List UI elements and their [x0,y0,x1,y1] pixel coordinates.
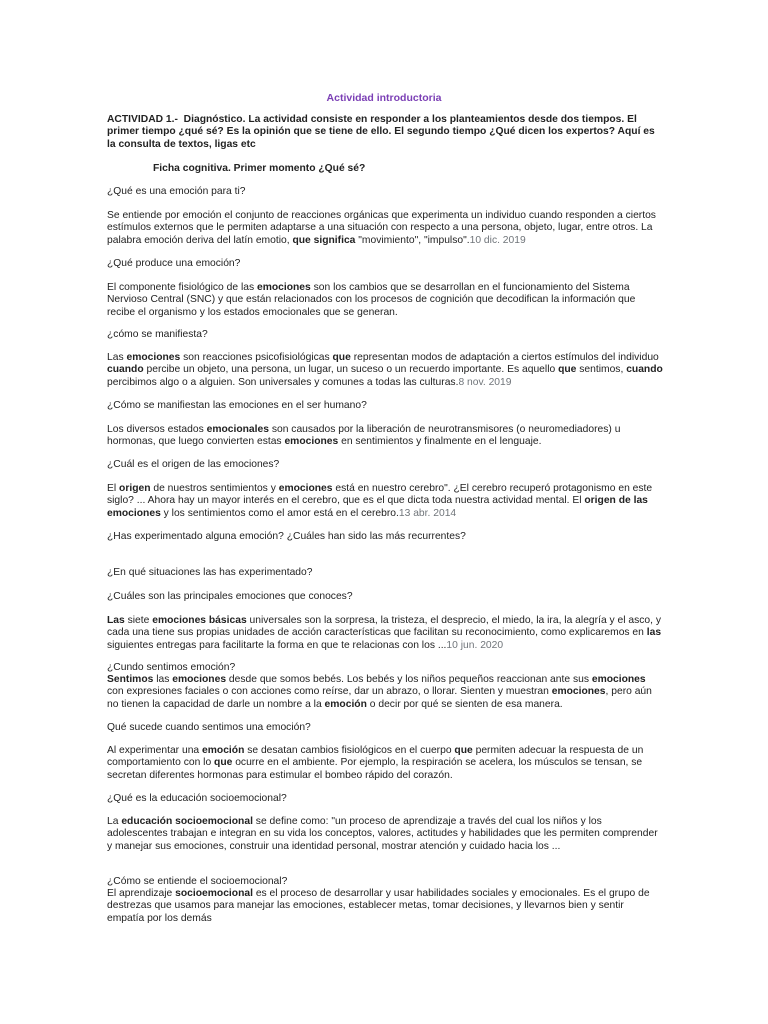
section-subtitle: Ficha cognitiva. Primer momento ¿Qué sé? [153,163,366,174]
answer-4: Los diversos estados emocionales son causados por la liberación de neurotransmisores (o neuromediadores) u hormonas, que luego convierten estas emociones en sentimientos y finalmente en el lenguaje. [107,424,621,448]
question-10: Qué sucede cuando sentimos una emoción? [107,722,311,733]
question-8: ¿Cuáles son las principales emociones que conoces? [107,591,353,602]
answer-10: Al experimentar una emoción se desatan cambios fisiológicos en el cuerpo que permiten adecuar la respuesta de un comportamiento con lo que ocurre en el ambiente. Por ejemplo, la respiración se acelera, los músculos se tensan, se secretan diferentes hormonas para estimular el bombeo rápido del corazón. [107,745,644,781]
answer-date: 13 abr. 2014 [398,507,457,519]
answer-9: Sentimos las emociones desde que somos bebés. Los bebés y los niños pequeños reaccionan ante sus emociones con expresiones faciales o con acciones como reírse, dar un abrazo, o llorar. Sienten y muestran emociones, pero aún no tienen la capacidad de darle un nombre a la emoción o decir por qué se sienten de esa manera. [107,674,652,710]
activity-text: Diagnóstico. La actividad consiste en responder a los planteamientos desde dos tiempos. El primer tiempo ¿qué sé? Es la opinión que se tiene de ello. El segundo tiempo ¿Qué dicen los expertos? Aquí es la consulta de textos, ligas etc [107,114,655,150]
answer-date: 8 nov. 2019 [458,376,512,388]
answer-2: El componente fisiológico de las emociones son los cambios que se desarrollan en el funcionamiento del Sistema Nervioso Central (SNC) y que están relacionados con los procesos de cognición que decodifican la información que recibe el organismo y los estados emocionales que se generan. [107,282,636,318]
answer-1: Se entiende por emoción el conjunto de reacciones orgánicas que experimenta un individuo cuando responden a ciertos estímulos externos que le permiten adaptarse a una situación con respecto a una persona, objeto, lugar, entre otros. La palabra emoción deriva del latín emotio, que significa "movimiento", "impulso".10 dic. 2019 [107,210,656,246]
answer-11: La educación socioemocional se define como: "un proceso de aprendizaje a través del cual los niños y los adolescentes trabajan e integran en su vida los conceptos, valores, actitudes y habilidades que les permiten comprender y manejar sus emociones, construir una identidad personal, mostrar atención y cuidado hacia los ... [107,816,658,852]
question-7: ¿En qué situaciones las has experimentado? [107,567,313,578]
page-title: Actividad introductoria [326,92,442,104]
question-11: ¿Qué es la educación socioemocional? [107,793,287,804]
answer-date: 10 jun. 2020 [446,639,504,651]
activity-label: ACTIVIDAD 1.- [107,114,178,125]
question-6: ¿Has experimentado alguna emoción? ¿Cuáles han sido las más recurrentes? [107,531,466,542]
answer-date: 10 dic. 2019 [469,234,526,246]
answer-3: Las emociones son reacciones psicofisiológicas que representan modos de adaptación a ciertos estímulos del individuo cuando percibe un objeto, una persona, un lugar, un suceso o un recuerdo importante. Es aquello que sentimos, cuando percibimos algo o a alguien. Son universales y comunes a todas las culturas.8 nov. 2019 [107,352,663,388]
activity-instructions [107,114,663,151]
question-5: ¿Cuál es el origen de las emociones? [107,459,280,470]
question-2: ¿Qué produce una emoción? [107,258,241,269]
answer-12: El aprendizaje socioemocional es el proceso de desarrollar y usar habilidades sociales y emocionales. Es el grupo de destrezas que usamos para manejar las emociones, establecer metas, tomar decisiones, y llevarnos bien y sentir empatía por los demás [107,888,650,924]
question-4: ¿Cómo se manifiestan las emociones en el ser humano? [107,400,367,411]
question-3: ¿cómo se manifiesta? [107,329,208,340]
answer-8: Las siete emociones básicas universales son la sorpresa, la tristeza, el desprecio, el miedo, la ira, la alegría y el asco, y cada una tiene sus propias unidades de acción características que facilitan su reconocimiento, como explicaremos en las siguientes entregas para facilitarte la forma en que te relacionas con los ...10 jun. 2020 [107,615,662,651]
answer-5: El origen de nuestros sentimientos y emociones está en nuestro cerebro". ¿El cerebro recuperó protagonismo en este siglo? ... Ahora hay un mayor interés en el cerebro, que es el que dicta toda nuestra actividad mental. El origen de las emociones y los sentimientos como el amor está en el cerebro.13 abr. 2014 [107,483,653,519]
question-12: ¿Cómo se entiende el socioemocional? [107,876,288,887]
question-9: ¿Cundo sentimos emoción? [107,662,236,673]
question-1: ¿Qué es una emoción para ti? [107,186,246,197]
